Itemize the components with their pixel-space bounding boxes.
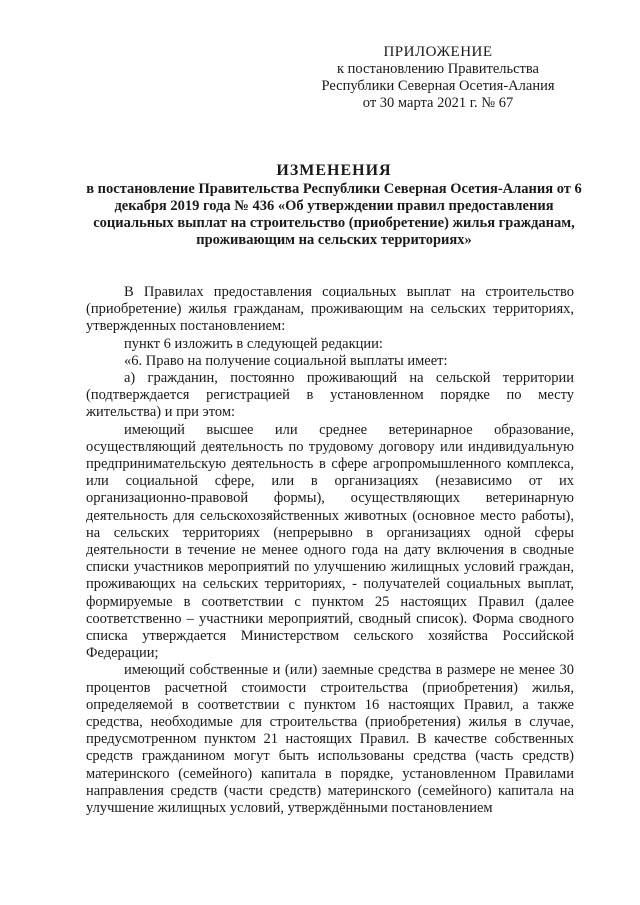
appendix-heading: ПРИЛОЖЕНИЕ [383,44,493,60]
document-body [86,284,574,817]
appendix-line-1: к постановлению Правительства [337,61,539,77]
title-heading: ИЗМЕНЕНИЯ [276,162,392,179]
body-paragraph: а) гражданин, постоянно проживающий на сельской территории (подтверждается регистрацией в установленном порядке по месту жительства) и при этом: [86,370,574,421]
document-title [84,162,584,249]
appendix-line-2: Республики Северная Осетия-Алания [321,78,555,94]
body-paragraph: «6. Право на получение социальной выплаты имеет: [124,352,448,369]
appendix-line-3: от 30 марта 2021 г. № 67 [362,95,514,111]
body-paragraph: В Правилах предоставления социальных выплат на строительство (приобретение) жилья гражданам, проживающим на сельских территориях, утвержденных постановлением: [86,284,574,335]
appendix-block [308,44,568,112]
body-paragraph: имеющий высшее или среднее ветеринарное образование, осуществляющий деятельность по трудовому договору или индивидуальную предпринимательскую деятельность в сфере агропромышленного комплекса, или социальной сфере, или в организациях (независимо от их организационно-правовой формы), осуществляющих ветеринарную деятельность для сельскохозяйственных животных (основное место работы), на сельских территориях (непрерывно в организациях одной сферы деятельности в течение не менее одного года на дату включения в сводные списки участников мероприятий по улучшению жилищных условий граждан, проживающих на сельских территориях, - получателей социальных выплат, формируемые в соответствии с пунктом 25 настоящих Правил (далее соответственно – участники мероприятий, сводный список). Форма сводного списка утверждается Министерством сельского хозяйства Российской Федерации; [86,421,574,662]
title-subtitle: в постановление Правительства Республики Северная Осетия-Алания от 6 декабря 2019 года № 436 «Об утверждении правил предоставления социальных выплат на строительство (приобретение) жилья гражданам, проживающим на сельских территориях» [86,181,582,248]
body-paragraph: пункт 6 изложить в следующей редакции: [124,335,383,352]
body-paragraph: имеющий собственные и (или) заемные средства в размере не менее 30 процентов расчетной стоимости строительства (приобретения) жилья, определяемой в соответствии с пунктом 16 настоящих Правил, а также средства, необходимые для строительства (приобретения) жилья в случае, предусмотренном пунктом 21 настоящих Правил. В качестве собственных средств гражданином могут быть использованы средства (часть средств) материнского (семейного) капитала в порядке, установленном Правилами направления средств (части средств) материнского (семейного) капитала на улучшение жилищных условий, утверждёнными постановлением [86,662,574,817]
